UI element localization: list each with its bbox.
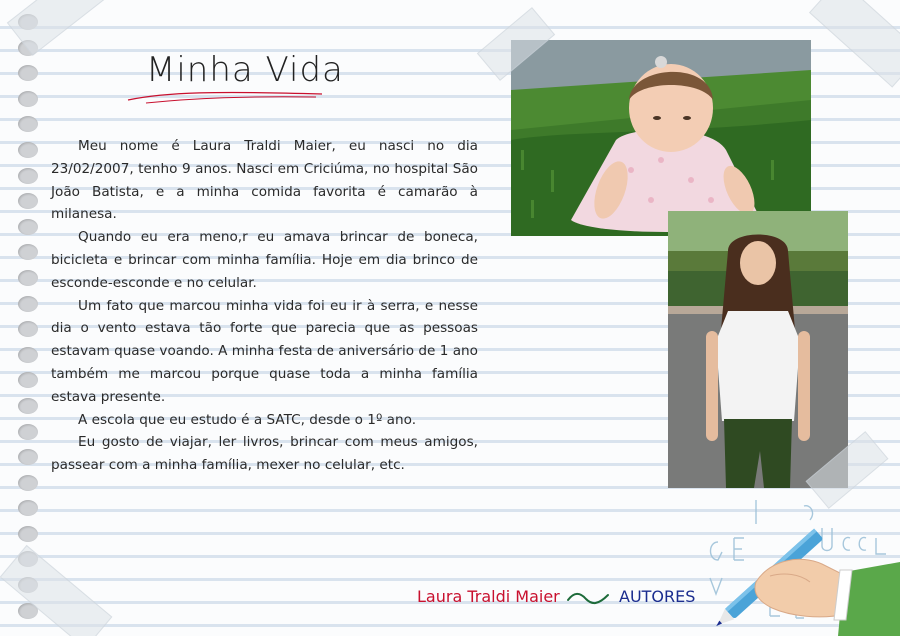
tape-bottom-left: [0, 545, 112, 636]
baby-photo: [511, 40, 811, 236]
title-underline: [126, 88, 326, 108]
paragraph-2: Quando eu era meno,r eu amava brincar de boneca, bicicleta e brincar com minha família. Hoje em dia brinco de esconde-esconde e no celular.: [51, 229, 478, 291]
binder-holes: [18, 14, 42, 628]
authors-label: AUTORES: [619, 587, 696, 606]
author-name: Laura Traldi Maier: [417, 587, 560, 606]
paragraph-1: Meu nome é Laura Traldi Maier, eu nasci no dia 23/02/2007, tenho 9 anos. Nasci em Criciúma, no hospital São João Batista, e a minha comida favorita é camarão à milanesa.: [51, 138, 478, 223]
story-text: [51, 135, 478, 477]
tape-top-right: [809, 0, 900, 88]
paragraph-3: Um fato que marcou minha vida foi eu ir à serra, e nesse dia o vento estava tão forte que parecia que as pessoas estavam quase voando. A minha festa de aniversário de 1 ano também me marcou porque quase toda a minha família estava presente.: [51, 297, 478, 405]
girl-photo: [668, 211, 848, 488]
page-title: Minha Vida: [146, 50, 344, 90]
paragraph-5: Eu gosto de viajar, ler livros, brincar com meus amigos, passear com a minha família, mexer no celular, etc.: [51, 434, 478, 474]
writing-hand-icon: [700, 498, 900, 636]
wave-divider: [566, 590, 610, 606]
paragraph-4: A escola que eu estudo é a SATC, desde o 1º ano.: [78, 411, 417, 428]
